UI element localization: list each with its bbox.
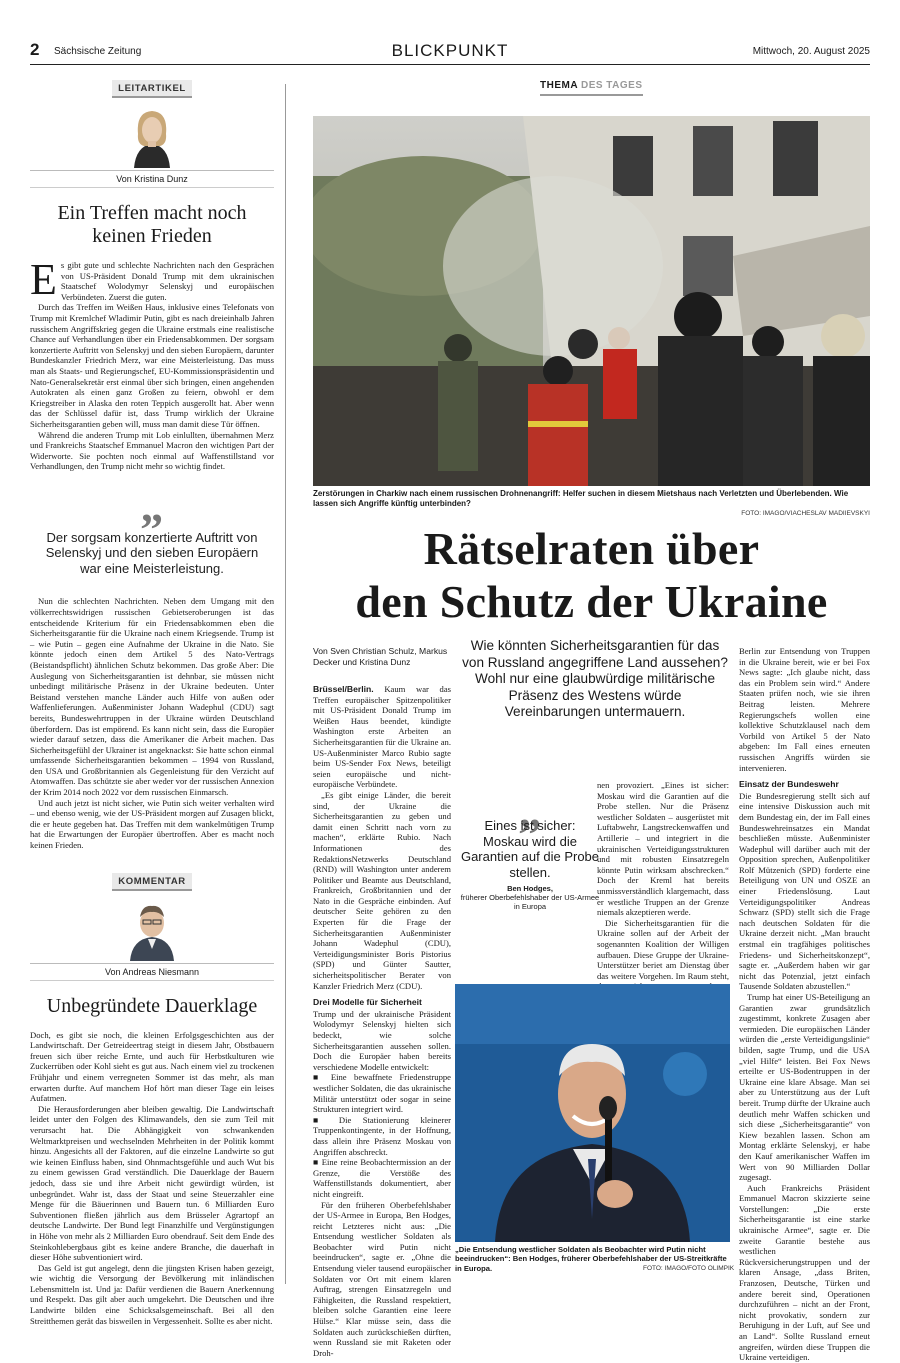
article-paragraph: Die Sicherheitsgarantien für die Ukraine sollen auf der Arbeit der sogenannten Koalition der Willigen aufbauen. Diese Gruppe der Ukraine-Unterstützer beriet am Dienstag über das weitere Vorgehen. Im Raum steht,: [597, 917, 729, 981]
leitartikel-paragraph: Durch das Treffen im Weißen Haus, inklusive eines Telefonats von Trump mit Kremlchef Wladimir Putin, gibt es nach dreieinhalb Jahren russischem Angriffskrieg gegen die Ukraine erstmals eine realistische Chance auf Verhandlungen über ein Friedensabkommen. Der sorgsam konzertierte Auftritt von Selenskyj und den sieben Europäern, darunter Bundeskanzler Friedrich Merz, war eine Meisterleistung. Das muss man als Staats- und Regierungschef, EU-Kommissionspräsidentin und Nato-Generalsekretär erst einmal über sich bringen, einen angehenden Autokraten als einen ganz Großen zu feiern, obwohl er dem Kriegstreiber in Alaska den roten Teppich ausgerollt hat. Aber wenn das der Schlüssel dafür ist, dass Trump wirklich der Ukraine Sicherheitsgarantien geben will, muss man damit diese Tür öffnen.: [30, 302, 274, 429]
article-paragraph: „Es gibt einige Länder, die bereit sind, der Ukraine die Sicherheitsgarantien zu geben und damit einen Schritt nach vorn zu machen“, erklärte Rubio. Nach Informationen des RedaktionsNetzwerks Deutschland (RND) will Washington unter anderem Politiker und Beamte aus Deutschland, Frankreich, Großbritannien und der Nato in die Gespräche einbinden. Auf deutscher Seite gehören zu den Experten für die Frage der Sicherheitsgarantien Außenminister Johann Wadephul (CDU), Verteidigungsminister Boris Pistorius (SPD) und Günter Sautter, sicherheitspolitischer Berater von Kanzler Friedrich Merz (CDU).: [313, 789, 451, 991]
pull-quote-source: Ben Hodges, früherer Oberbefehlshaber der US-Armee in Europa: [460, 884, 600, 911]
author-portrait-niesmann: [112, 899, 192, 961]
kommentar-byline: Von Andreas Niesmann: [30, 963, 274, 981]
kommentar-paragraph: Doch, es gibt sie noch, die kleinen Erfolgsgeschichten aus der Landwirtschaft. Der Getreideertrag steigt in diesem Jahr, Obstbauern freuen sich über reiche Ernte, und auch für Herbstkulturen wie Zuckerrüben oder Kohl sieht es gut aus. Nach einem viel zu trockenen Frühjahr und einem verregneten Sommer ist das mehr, als man erwarten durfte. Auf manchem Hof hört man dieser Tage ein leises Aufatmen.: [30, 1029, 274, 1104]
kommentar-headline: Unbegründete Dauerklage: [46, 994, 258, 1017]
leitartikel-paragraph: Während die anderen Trump mit Lob einlullten, übernahmen Merz und Frankreichs Staatschef Emmanuel Macron den wichtigen Part der Widerworte. Sie pochten noch einmal auf Waffenstillstand vor Verhandlungen, den Trump nicht mehr so wichtig findet.: [30, 429, 274, 472]
leitartikel-pull-quote: Der sorgsam konzertierte Auftritt von Selenskyj und den sieben Europäern war eine Meisterleistung.: [45, 529, 259, 576]
article-paragraph: nen provoziert. „Eines ist sicher: Moskau wird die Garantien auf die Probe stellen. Nur die Präsenz westlicher Soldaten – ausgerüstet mit Luftabwehr, Langstreckenwaffen und Artillerie – und integriert in die ukrainischen Verteidigungsstrukturen und mit robusten Einsatzregeln könnte Putin wirksam abschrecken.“ Doch der Kreml hat bereits unmissverständlich klargemacht, dass er westliche Truppen an der Grenze niemals akzeptieren werde.: [597, 780, 729, 918]
article-paragraph: Trump und der ukrainische Präsident Wolodymyr Selenskyj hielten sich bedeckt, wie solche Sicherheitsgarantien aussehen sollen. Doch die Europäer haben bereits verschiedene Modelle entwickelt:: [313, 1008, 451, 1072]
article-paragraph: Trump hat einer US-Beteiligung an Garantien zwar grundsätzlich zugestimmt, konkrete Zusagen aber vermieden. Die europäischen Länder würden die „erste Verteidigungslinie“ bilden, sagte Trump, und die USA „viel Hilfe“ leisten. Bei Fox News erteilte er US-Bodentruppen in der Ukraine eine klare Absage. Man sei aber zu Unterstützung aus der Luft bereit. Trump dürfte der Ukraine auch deutlich mehr Waffen schicken und sich diese „Sicherheitsgarantie“ von Kiew bezahlen lassen. Schon am Montag erklärte Selenskyj, er habe den Kauf amerikanischer Waffen im Wert von 90 Milliarden Dollar zugesagt.: [739, 992, 870, 1183]
subhead-modelle: Drei Modelle für Sicherheit: [313, 997, 422, 1008]
kharkiv-rescue-photo: [313, 116, 870, 486]
leitartikel-headline: Ein Treffen macht noch keinen Frieden: [57, 202, 247, 247]
article-paragraph: Berlin zur Entsendung von Truppen in die Ukraine bereit, wie er bei Fox News sagte: „Ich glaube nicht, dass das ein Problem sein wird.“ Andere Staaten prüfen noch, wie sie ihren Beitrag leisten. Mehrere Regierungschefs wollen eine kollektive Schutzklausel nach dem Vorbild von Artikel 5 der Nato abgeben: Im Fall eines erneuten russischen Angriffs würden sie intervenieren.: [739, 646, 870, 773]
paper-name: Sächsische Zeitung: [54, 46, 142, 57]
kommentar-paragraph: Die Herausforderungen aber bleiben gewaltig. Die Landwirtschaft leidet unter den Folgen des Klimawandels, den sie zum Teil mit verursacht hat. Die Abhängigkeit von schwankenden Weltmarktpreisen und wechselnden Mehrheiten in der Politik kommt hinzu. Angesichts all der Faktoren, auf die einzelne Landwirte so gut wie keinen Einfluss haben, sind Ohnmachtsgefühle und auch Wut bis zu einem gewissen Grad verständlich. Die Dauerklage der Bauern jedoch, dass sie und ihre Arbeit nicht gewürdigt würden, ist unbegründet. Wahr ist, dass der Staat und seine Steuerzahler eine Menge für die Bäuerinnen und Bauern tun. 6 Milliarden Euro Subventionen fließen jährlich aus dem Brüsseler Agrartopf an deutsche Landwirte. Der Bund legt Finanzhilfe und Vergünstigungen in Höhe von mehr als 2 Milliarden Euro obendrauf. Seit dem Ende des Steinkohlebergbaus gibt es keine andere Branche, die dauerhaft in dieser Höhe subventioniert wird.: [30, 1103, 274, 1263]
leitartikel-byline: Von Kristina Dunz: [30, 170, 274, 188]
leitartikel-paragraph: Und auch jetzt ist nicht sicher, wie Putin sich weiter verhalten wird – und ebenso wenig, wie der US-Präsident morgen auf Zusagen blickt, die er heute gegeben hat. Das Treffen mit dem wankelmütigen Trump hat die Erwartungen der Europäer übertroffen. Aber es macht noch keinen Frieden.: [30, 797, 274, 851]
bullet-item: ■ Eine reine Beobachtermission an der Grenze, die Verstöße des Waffenstillstands dokumentiert, aber nicht eingreift.: [313, 1157, 451, 1199]
quote-mark-icon: „: [518, 785, 542, 836]
quote-mark-icon: „: [140, 479, 164, 531]
issue-date: Mittwoch, 20. August 2025: [752, 46, 870, 57]
subhead-bundeswehr: Einsatz der Bundeswehr: [739, 779, 839, 790]
article-paragraph: Für den früheren Oberbefehlshaber der US-Armee in Europa, Ben Hodges, reicht Letzteres nicht aus: „Die Entsendung westlicher Soldaten als Beobachter wird Putin nicht beeindrucken“, sagte er. „Ohne die Entsendung vieler tausend europäischer Soldaten vor Ort mit einem klaren Auftrag, strengen Einsatzregeln und Fähigkeiten, die Russland respektiert, bleiben solche Garantien eine leere Hülse.“ Klar müsse sein, dass die Soldaten auch zurückschießen dürften, wenn Russland sie mit Raketen oder Droh-: [313, 1199, 451, 1358]
leitartikel-paragraph: Nun die schlechten Nachrichten. Neben dem Umgang mit den völkerrechtswidrigen russischen Gebietseroberungen ist das entscheidende Kriterium für ein Friedensabkommen eben die Sicherheitsgarantie für die Ukraine nach einem Kriegsende. Trump ist – wie Putin – gegen eine Aufnahme der Ukraine in die Nato. Sie könnte jedoch einen dem Artikel 5 des Nato-Vertrags (Beistandspflicht) ähnlichen Schutz bekommen. Das große Aber: Die Auslegung von Sicherheitsgarantien ist dehnbar, sie müssen nicht unbedingt militärische Präsenz in der Ukraine bedeuten. Unter Beistand verstehen manche Länder auch Hilfe von außen oder Waffenlieferungen. Außenminister Johann Wadephul (CDU) sagt bereits, Bundeswehrtruppen in der Ukraine würden Deutschland überfordern. Das ist empörend. Es kann nicht sein, dass die Europäer wieder darauf setzen, dass die Amerikaner die Arbeit machen. Das Sicherheitsgefühl der Ukrainer ist angeknackst: Sie hatte schon einmal umfassende Sicherheitsgarantien bekommen – 1994 von Russland, den USA und Großbritannien als Gegenleistung für den Verzicht auf Atomwaffen. Das schützte sie aber weder vor der russischen Annexion der Krim 2014 noch 2022 vor dem russischen Einmarsch.: [30, 596, 274, 798]
article-paragraph: Auch Frankreichs Präsident Emmanuel Macron skizzierte seine Vorstellungen: „Die erste Sicherheitsgarantie ist eine starke ukrainische Armee“, sagte er. Die zweite Garantie bestehe aus westlichen Rückversicherungstruppen und der klaren Ansage, „dass Briten, Franzosen, Deutsche, Türken und andere bereit sind, Operationen durchzuführen – nicht an der Front, nicht provokativ, sondern zur Beruhigung in der Luft, auf See und an Land“. Sollte Russland erneut angreifen, würden diese Truppen die Ukraine verteidigen.: [739, 1182, 870, 1363]
kommentar-label: KOMMENTAR: [112, 873, 192, 891]
column-divider: [285, 84, 286, 1284]
article-column-1: Brüssel/Berlin. Kaum war das Treffen europäischer Spitzenpolitiker mit US-Präsident Donald Trump im Weißen Haus beendet, kündigte Washington erste Arbeiten an Sicherheitsgarantien für die Ukraine an. US-Außenminister Marco Rubio sagte beim US-Sender Fox News, beteiligt seien europäische und nicht-europäische Verbündete. „Es gibt einige Länder, die bereit sind, der Ukraine die Sicherheitsgarantien zu geben und damit einen Schritt nach vorn zu machen“, erklärte Rubio. Nach Informationen des RedaktionsNetzwerks Deutschland (RND) will Washington unter anderem Politiker und Beamte aus Deutschland, Frankreich, Großbritannien und der Nato in die Gespräche einbinden. Auf deutscher Seite gehören zu den Experten für die Frage der Sicherheitsgarantien Außenminister Johann Wadephul (CDU), Verteidigungsminister Boris Pistorius (SPD) und Günter Sautter, sicherheitspolitischer Berater von Kanzler Friedrich Merz (CDU). Drei Modelle für Sicherheit Trump und der ukrainische Präsident Wolodymyr Selenskyj hielten sich bedeckt, wie solche Sicherheitsgarantien aussehen sollen. Doch die Europäer haben bereits verschiedene Modelle entwickelt: ■ Eine bewaffnete Friedenstruppe westlicher Soldaten, die das ukrainische Militär unterstützt oder sogar in seine Strukturen integriert wird. ■ Die Stationierung kleinerer Truppenkontingente, in der Hoffnung, dass allein ihre Präsenz Moskau von Angriffen abschreckt. ■ Eine reine Beobachtermission an der Grenze, die Verstöße des Waffenstillstands dokumentiert, aber nicht eingreift. Für den früheren Oberbefehlshaber der US-Armee in Europa, Ben Hodges, reicht Letzteres nicht aus: „Die Entsendung westlicher Soldaten als Beobachter wird Putin nicht beeindrucken“, sagte er. „Ohne die Entsendung vieler tausend europäischer Soldaten vor Ort mit einem klaren Auftrag, strengen Einsatzregeln und Fähigkeiten, die Russland respektiert, bleiben solche Garantien eine leere Hülse.“ Klar müsse sein, dass die Soldaten auch zurückschießen dürften, wenn Russland sie mit Raketen oder Droh-: [313, 684, 451, 1358]
photo-credit-kharkiv: FOTO: IMAGO/VIACHESLAV MADIIEVSKYI: [741, 510, 870, 517]
dateline: Brüssel/Berlin.: [313, 684, 374, 694]
bullet-item: ■ Eine bewaffnete Friedenstruppe westlicher Soldaten, die das ukrainische Militär unterstützt oder sogar in seine Strukturen integriert wird.: [313, 1072, 451, 1115]
kommentar-paragraph: Das Geld ist gut angelegt, denn die jüngsten Krisen haben gezeigt, wie wichtig die Versorgung der Bevölkerung mit inländischen Lebensmitteln ist. Und ja: Dafür verdienen die Bauern Anerkennung und Respekt. Das gilt aber auch umgekehrt. Die Deutschen und ihre Landwirte bilden eine Schicksalsgemeinschaft. Bei all den Streitthemen gerät das bisweilen in Vergessenheit. Sollte es aber nicht.: [30, 1262, 274, 1326]
page-number: 2: [30, 40, 40, 59]
main-headline: Rätselraten über den Schutz der Ukraine: [355, 523, 828, 627]
left-column: [30, 80, 274, 1326]
pull-quote-hodges: Eines ist sicher: Moskau wird die Garantien auf die Probe stellen.: [460, 818, 600, 880]
article-column-3: [739, 646, 870, 1363]
article-authors: Von Sven Christian Schulz, Markus Decker und Kristina Dunz: [313, 646, 448, 667]
article-lead: Wie könnten Sicherheitsgarantien für das von Russland angegriffene Land aussehen? Wohl nur eine glaubwürdige militärische Präsenz des Westens würde Vereinbarungen untermauern.: [462, 638, 728, 719]
photo-caption-hodges: „Die Entsendung westlicher Soldaten als Beobachter wird Putin nicht beeindrucken“: Ben Hodges, früherer Oberbefehlshaber der US-Streitkräfte in Europa.: [455, 1245, 727, 1273]
drop-cap: E: [30, 255, 57, 304]
leitartikel-label: LEITARTIKEL: [112, 80, 192, 98]
author-portrait-dunz: [112, 106, 192, 168]
thema-label: THEMA DES TAGES: [540, 80, 643, 96]
photo-credit-hodges: FOTO: IMAGO/FOTO OLIMPIK: [643, 1265, 735, 1272]
masthead: [30, 40, 870, 65]
photo-caption-kharkiv: Zerstörungen in Charkiw nach einem russischen Drohnenangriff: Helfer suchen in diesem Mietshaus nach Verletzten und Überlebenden. Wie lassen sich Angriffe künftig unterbinden?: [313, 489, 849, 508]
ben-hodges-photo: [455, 984, 730, 1242]
leitartikel-paragraph: s gibt gute und schlechte Nachrichten nach den Gesprächen von US-Präsident Donald Trump mit dem ukrainischen Staatschef Wolodymyr Selenskyj und europäischen Verbündeten. Zuerst die guten.: [60, 260, 274, 302]
section-title: BLICKPUNKT: [391, 41, 509, 60]
bullet-item: ■ Die Stationierung kleinerer Truppenkontingente, in der Hoffnung, dass allein ihre Präsenz Moskau von Angriffen abschreckt.: [313, 1114, 451, 1157]
article-paragraph: Die Bundesregierung stellt sich auf eine intensive Diskussion auch mit dem Bundestag ein, der im Fall eines Bundeswehreinsatzes ein Mandat beschließen müsste. Außenminister Wadephul will darüber auch mit der Opposition sprechen, Außenpolitiker Rolf Mützenich (SPD) forderte eine Beteiligung von UN und OSZE an einer Friedenslösung. Laut Verteidigungspolitiker Andreas Schwarz (SPD) stellt sich die Frage nach deutschen Soldaten für die Ukraine derzeit nicht. „Man braucht erstmal ein tragfähiges politisches Friedens- und Sicherheitskonzept“, sagte er. „Außerdem haben wir gar nicht das Potenzial, jetzt einfach Tausende Soldaten abzustellen.“: [739, 790, 870, 992]
